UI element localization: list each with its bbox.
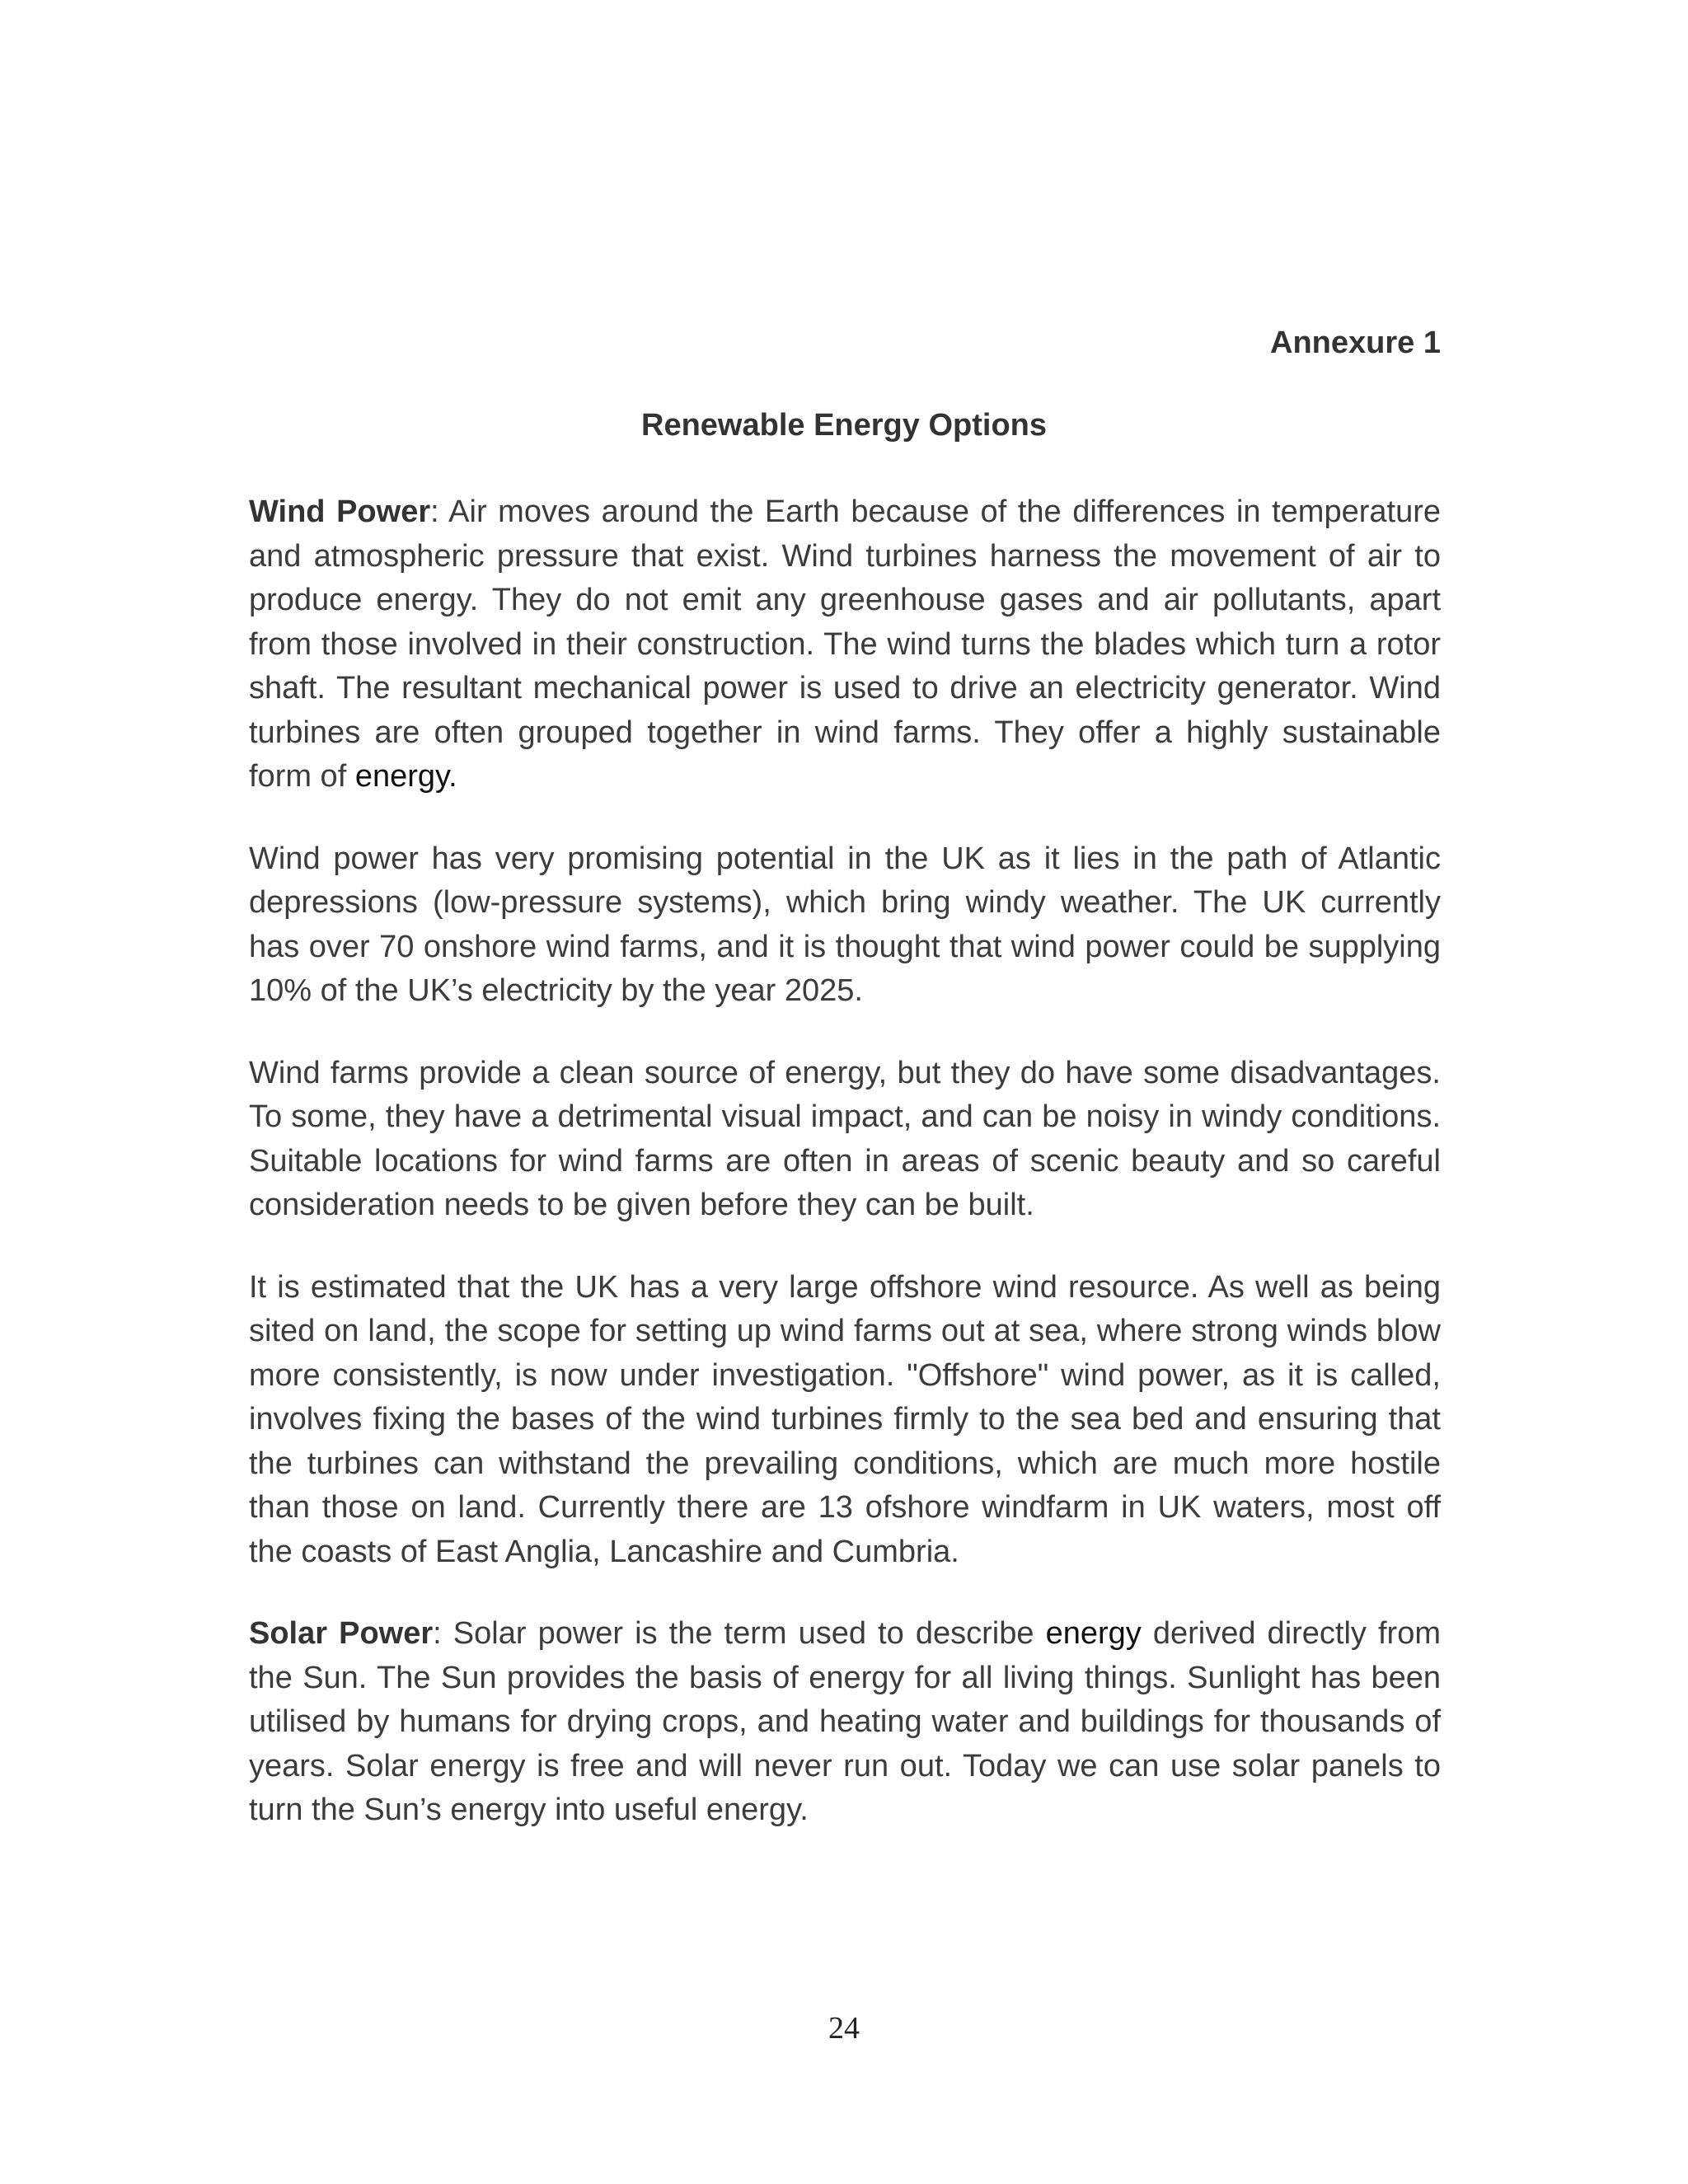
annexure-label: Annexure 1 — [1270, 326, 1441, 360]
solar-power-energy-word: energy — [1045, 1616, 1142, 1651]
paragraph-wind-power — [249, 490, 1441, 799]
body-text — [249, 490, 1441, 1871]
solar-power-heading: Solar Power — [249, 1616, 434, 1651]
paragraph-wind-disadvantages: Wind farms provide a clean source of energy, but they do have some disadvantages. To some, they have a detrimental visual impact, and can be noisy in windy conditions. Suitable locations for wind farms are often in areas of scenic beauty and so careful consideration needs to be given before they can be built. — [249, 1055, 1441, 1222]
solar-power-text-after: derived directly from the Sun. The Sun provides the basis of energy for all living things. Sunlight has been utilised by humans for drying crops, and heating water and buildings for thousands of years. Solar energy is free and will never run out. Today we can use solar panels to turn the Sun’s energy into useful energy. — [249, 1616, 1441, 1827]
paragraph-solar-power — [249, 1612, 1441, 1833]
solar-power-text-before: : Solar power is the term used to describe — [433, 1616, 1046, 1651]
paragraph-wind-offshore: It is estimated that the UK has a very large offshore wind resource. As well as being sited on land, the scope for setting up wind farms out at sea, where strong winds blow more consistently, is now under investigation. "Offshore" wind power, as it is called, involves fixing the bases of the wind turbines firmly to the sea bed and ensuring that the turbines can withstand the prevailing conditions, which are much more hostile than those on land. Currently there are 13 ofshore windfarm in UK waters, most off the coasts of East Anglia, Lancashire and Cumbria. — [249, 1269, 1441, 1569]
wind-power-heading: Wind Power — [249, 494, 431, 529]
wind-power-text: : Air moves around the Earth because of the differences in temperature and atmospheric pressure that exist. Wind turbines harness the movement of air to produce energy. They do not emit any greenhouse gases and air pollutants, apart from those involved in their construction. The wind turns the blades which turn a rotor shaft. The resultant mechanical power is used to drive an electricity generator. Wind turbines are often grouped together in wind farms. They offer a highly sustainable form of — [249, 494, 1441, 794]
wind-power-tail: energy. — [354, 759, 457, 794]
page-number: 24 — [828, 2011, 860, 2046]
paragraph-wind-uk: Wind power has very promising potential in the UK as it lies in the path of Atlantic depressions (low-pressure systems), which bring windy weather. The UK currently has over 70 onshore wind farms, and it is thought that wind power could be supplying 10% of the UK’s electricity by the year 2025. — [249, 841, 1441, 1008]
page-title: Renewable Energy Options — [641, 408, 1047, 443]
